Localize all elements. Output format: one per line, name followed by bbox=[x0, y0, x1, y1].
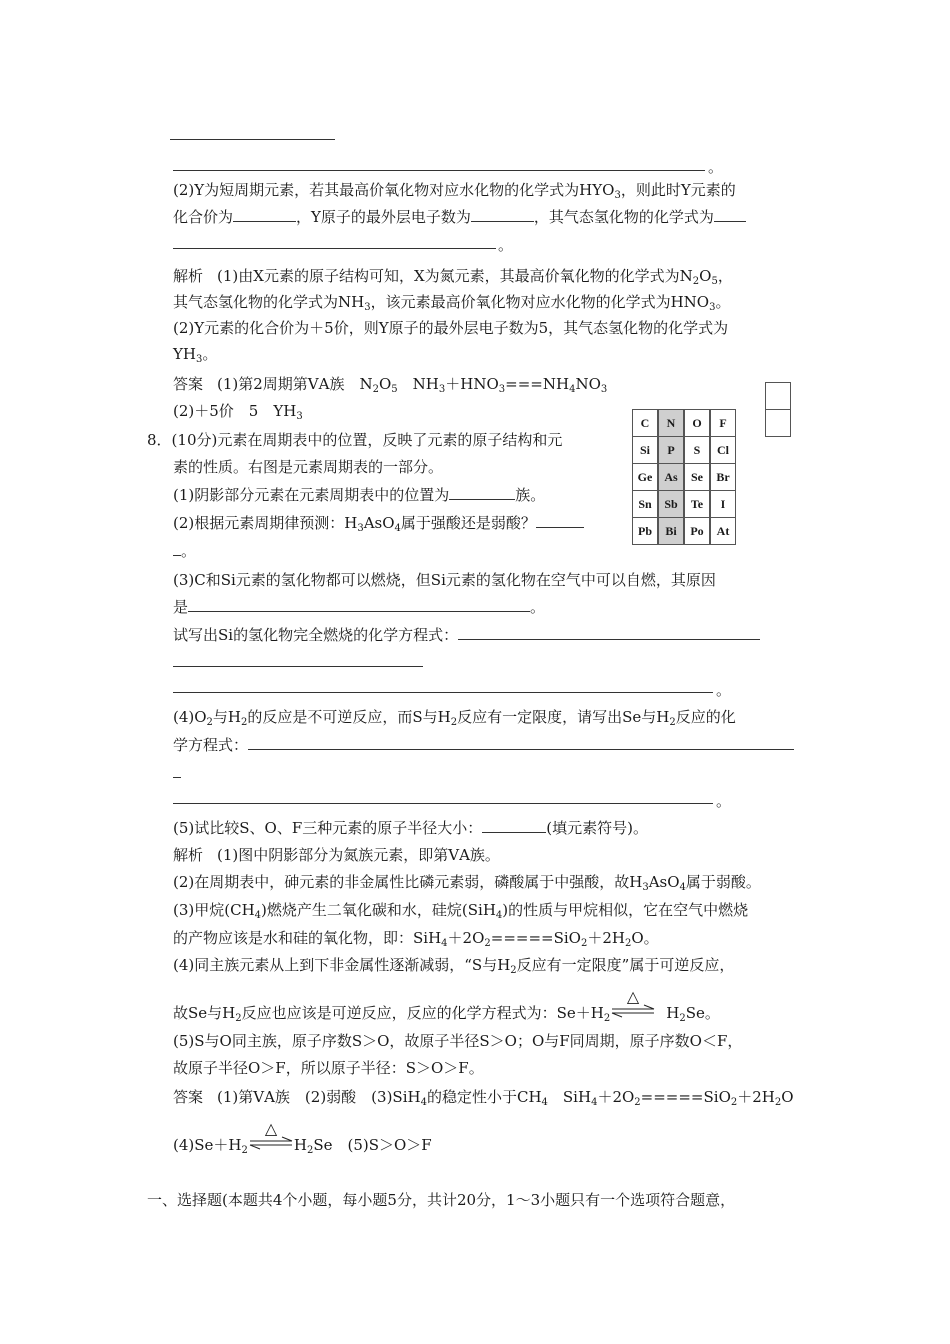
q7-part2-line1: (2)Y为短周期元素，若其最高价氧化物对应水化物的化学式为$HYO_3$，则此时Y元素的 bbox=[173, 181, 736, 201]
fill-blank[interactable] bbox=[173, 541, 181, 556]
element-cell-sb: Sb bbox=[658, 490, 684, 518]
element-cell-te: Te bbox=[684, 490, 710, 518]
q8-part3-line1: (3)C和Si元素的氢化物都可以燃烧，但Si元素的氢化物在空气中可以自燃，其原因 bbox=[173, 571, 716, 589]
answer-blank-line[interactable] bbox=[173, 666, 423, 667]
element-cell-cl: Cl bbox=[710, 436, 736, 464]
element-cell-si: Si bbox=[632, 436, 658, 464]
q7-analysis-line1: 解析 (1)由X元素的原子结构可知，X为氮元素，其最高价氧化物的化学式为$N_2O_5$， bbox=[173, 267, 733, 287]
fill-blank[interactable] bbox=[471, 207, 534, 222]
q8-analysis-2: (2)在周期表中，砷元素的非金属性比磷元素弱，磷酸属于中强酸，故$H_3AsO_4$属于弱酸。 bbox=[173, 873, 761, 893]
heat-triangle-icon: △ bbox=[627, 989, 640, 1006]
q8-part5: (5)试比较S、O、F三种元素的原子半径大小： (填元素符号)。 bbox=[173, 819, 648, 837]
element-cell-o: O bbox=[684, 409, 710, 437]
q8-part4-line1: $(4)O_2$与$H_2$的反应是不可逆反应，而S与$H_2$反应有一定限度，请写出Se与$H_2$反应的化 bbox=[173, 708, 736, 728]
answer-label: 答案 bbox=[173, 375, 204, 393]
analysis-label: 解析 bbox=[173, 846, 204, 864]
period-table-empty-cell bbox=[765, 382, 791, 410]
fill-blank[interactable] bbox=[188, 597, 530, 612]
element-cell-pb: Pb bbox=[632, 517, 658, 545]
element-cell-c: C bbox=[632, 409, 658, 437]
element-cell-br: Br bbox=[710, 463, 736, 491]
element-cell-i: I bbox=[710, 490, 736, 518]
periodic-table-figure bbox=[632, 382, 794, 536]
q7-part2-line2: 化合价为 ，Y原子的最外层电子数为 ，其气态氢化物的化学式为 bbox=[173, 207, 746, 227]
fill-blank[interactable] bbox=[714, 207, 746, 222]
q8-analysis-4b: 故Se与$H_2$反应也应该是可逆反应，反应的化学方程式为：$Se+H_2$ △ $H_2Se$。 bbox=[173, 989, 720, 1024]
answer-blank-line[interactable] bbox=[173, 248, 496, 249]
element-cell-ge: Ge bbox=[632, 463, 658, 491]
q8-analysis-5a: (5)S与O同主族，原子序数S＞O，故原子半径S＞O；O与F同周期，原子序数O＜F， bbox=[173, 1032, 743, 1050]
fill-blank[interactable] bbox=[233, 207, 296, 222]
end-mark: 。 bbox=[708, 158, 724, 176]
q8-part3-line2: 是 。 bbox=[173, 598, 546, 616]
heat-triangle-icon: △ bbox=[264, 1121, 278, 1138]
question-number: 8． bbox=[147, 431, 172, 449]
reversible-arrow-icon bbox=[610, 989, 656, 1021]
section-heading: 一、选择题(本题共4个小题，每小题5分，共计20分，1～3小题只有一个选项符合题意， bbox=[147, 1191, 736, 1209]
element-cell-se: Se bbox=[684, 463, 710, 491]
element-cell-s: S bbox=[684, 436, 710, 464]
answer-blank-line[interactable] bbox=[170, 139, 335, 140]
element-cell-f: F bbox=[710, 409, 736, 437]
q8-analysis-3b: 的产物应该是水和硅的氧化物，即：$SiH_4+2O_2=====SiO_2+2H_2O$。 bbox=[173, 929, 659, 949]
element-cell-at: At bbox=[710, 517, 736, 545]
q8-answer-line2: $(4)Se+H_2$ △ $H_2Se$ (5)S＞O＞F bbox=[173, 1121, 432, 1156]
q8-part4-line2: 学方程式： bbox=[173, 735, 794, 755]
answer-blank-line[interactable] bbox=[173, 777, 181, 778]
end-mark: 。 bbox=[716, 792, 732, 810]
answer-blank-line[interactable] bbox=[173, 170, 705, 171]
fill-blank[interactable] bbox=[536, 513, 584, 528]
q8-analysis-5b: 故原子半径O＞F，所以原子半径：S＞O＞F。 bbox=[173, 1059, 484, 1077]
element-cell-sn: Sn bbox=[632, 490, 658, 518]
q8-analysis-4a: (4)同主族元素从上到下非金属性逐渐减弱，“S与$H_2$反应有一定限度”属于可逆反应， bbox=[173, 956, 735, 976]
fill-blank[interactable] bbox=[458, 625, 760, 640]
analysis-label: 解析 bbox=[173, 267, 204, 285]
q8-part1: (1)阴影部分元素在元素周期表中的位置为 族。 bbox=[173, 486, 546, 504]
q7-analysis-line3: (2)Y元素的化合价为＋5价，则Y原子的最外层电子数为5，其气态氢化物的化学式为 bbox=[173, 319, 729, 337]
q8-stem-line2: 素的性质。右图是元素周期表的一部分。 bbox=[173, 458, 444, 476]
q7-answer-line1: 答案 (1)第2周期第ⅤA族 $N_2O_5$ $NH_3+HNO_3===NH_4NO_3$ bbox=[173, 375, 608, 395]
q8-part2: (2)根据元素周期律预测：$H_3AsO_4$属于强酸还是弱酸？ bbox=[173, 513, 584, 533]
end-mark: 。 bbox=[498, 236, 514, 254]
q8-analysis-3a: (3)甲烷$(CH_4)$燃烧产生二氧化碳和水，硅烷(SiH$_4$)的性质与甲烷相似，它在空气中燃烧 bbox=[173, 901, 749, 921]
q8-answer-line1: 答案 (1)第ⅤA族 (2)弱酸 (3)SiH$_4$的稳定性小于$CH_4$ $SiH_4+2O_2=====SiO_2+2H_2O$ bbox=[173, 1088, 794, 1108]
q8-part3-line3: 试写出Si的氢化物完全燃烧的化学方程式： bbox=[173, 625, 760, 645]
q7-analysis-line4: $YH_3$。 bbox=[173, 345, 218, 365]
answer-blank-line[interactable] bbox=[173, 803, 713, 804]
q7-answer-line2: (2)＋5价 5 $YH_3$ bbox=[173, 402, 303, 422]
element-cell-bi: Bi bbox=[658, 517, 684, 545]
answer-blank-line[interactable] bbox=[173, 692, 713, 693]
q8-part2-end: 。 bbox=[173, 541, 196, 561]
q8-stem-line1: 8．(10分)元素在周期表中的位置，反映了元素的原子结构和元 bbox=[147, 431, 563, 449]
end-mark: 。 bbox=[716, 681, 732, 699]
q8-analysis-1: 解析 (1)图中阴影部分为氮族元素，即第ⅤA族。 bbox=[173, 846, 500, 864]
answer-label: 答案 bbox=[173, 1088, 204, 1106]
fill-blank[interactable] bbox=[482, 818, 546, 833]
element-cell-po: Po bbox=[684, 517, 710, 545]
element-cell-n: N bbox=[658, 409, 684, 437]
fill-blank[interactable] bbox=[248, 735, 794, 750]
period-table-empty-cell bbox=[765, 409, 791, 437]
element-cell-p: P bbox=[658, 436, 684, 464]
reversible-arrow-icon bbox=[248, 1121, 294, 1153]
q7-analysis-line2: 其气态氢化物的化学式为$NH_3$，该元素最高价氧化物对应水化物的化学式为$HNO_3$。 bbox=[173, 293, 731, 313]
element-cell-as: As bbox=[658, 463, 684, 491]
fill-blank[interactable] bbox=[449, 485, 515, 500]
